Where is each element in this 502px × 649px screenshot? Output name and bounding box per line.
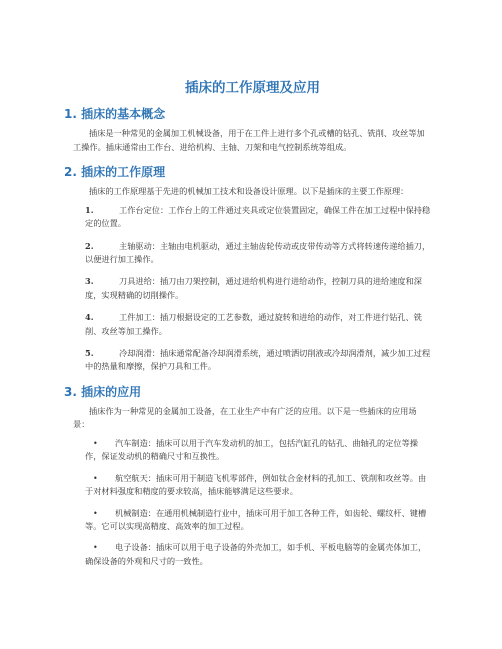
paragraph: 插床作为一种常见的金属加工设备，在工业生产中有广泛的应用。以下是一些插床的应用场景： [73, 405, 417, 430]
bullet-icon: • [93, 439, 98, 449]
list-item [73, 204, 432, 231]
list-text: 电子设备：插床可以用于电子设备的外壳加工，如手机、平板电脑等的金属壳体加工，确保设备的外观和尺寸的一致性。 [85, 542, 427, 566]
list-number: 3. [85, 276, 94, 287]
list-number: 1. [85, 204, 94, 215]
list-text: 主轴驱动：主轴由电机驱动，通过主轴齿轮传动或皮带传动等方式将转速传递给插刀，以便进行加工操作。 [85, 240, 431, 264]
list-item [73, 275, 432, 302]
bullet-icon: • [93, 473, 98, 483]
paragraph: 插床的工作原理基于先进的机械加工技术和设备设计原理。以下是插床的主要工作原理： [89, 186, 409, 197]
list-text: 刀具进给：插刀由刀架控制，通过进给机构进行进给动作，控制刀具的进给速度和深度，实现精确的切削操作。 [85, 276, 422, 300]
list-item [73, 507, 432, 534]
list-text: 航空航天：插床可用于制造飞机零部件，例如钛合金材料的孔加工、铣削和攻丝等。由于对材料强度和精度的要求较高，插床能够满足这些要求。 [85, 472, 427, 497]
list-item [73, 240, 432, 267]
list-item [73, 472, 432, 499]
application-list [73, 437, 432, 568]
section-heading: 2. 插床的工作原理 [64, 165, 166, 180]
list-item [73, 347, 432, 374]
list-number: 5. [85, 348, 94, 359]
section-heading: 1. 插床的基本概念 [64, 107, 166, 121]
paragraph: 插床是一种常见的金属加工机械设备，用于在工件上进行多个孔或槽的钻孔、铣削、攻丝等加工操作。插床通常由工作台、进给机构、主轴、刀架和电气控制系统等组成。 [73, 128, 425, 152]
list-text: 工作台定位：工作台上的工件通过夹具或定位装置固定，确保工件在加工过程中保持稳定的位置。 [85, 204, 431, 229]
principle-list [73, 204, 432, 374]
list-number: 4. [85, 312, 94, 323]
section-applications [64, 384, 432, 568]
list-item [73, 437, 432, 464]
section-heading: 3. 插床的应用 [64, 384, 142, 399]
list-text: 工件加工：插刀根据设定的工艺参数，通过旋转和进给的动作，对工件进行钻孔、铣削、攻丝等加工操作。 [85, 312, 422, 336]
list-text: 机械制造：在通用机械制造行业中，插床可用于加工各种工件，如齿轮、螺纹杆、键槽等。它可以实现高精度、高效率的加工过程。 [85, 507, 427, 532]
section-basic-concept [64, 106, 432, 154]
bullet-icon: • [93, 508, 98, 518]
list-item [73, 541, 432, 568]
section-working-principle [64, 164, 432, 374]
bullet-icon: • [93, 543, 98, 553]
list-text: 冷却润滑：插床通常配备冷却润滑系统，通过喷洒切削液或冷却润滑剂，减少加工过程中的热量和摩擦，保护刀具和工件。 [85, 348, 431, 372]
list-number: 2. [85, 240, 94, 251]
document-title: 插床的工作原理及应用 [185, 80, 320, 96]
list-item [73, 311, 432, 338]
list-text: 汽车制造：插床可以用于汽车发动机的加工，包括汽缸孔的钻孔、曲轴孔的定位等操作，保证发动机的精确尺寸和互换性。 [85, 438, 418, 462]
